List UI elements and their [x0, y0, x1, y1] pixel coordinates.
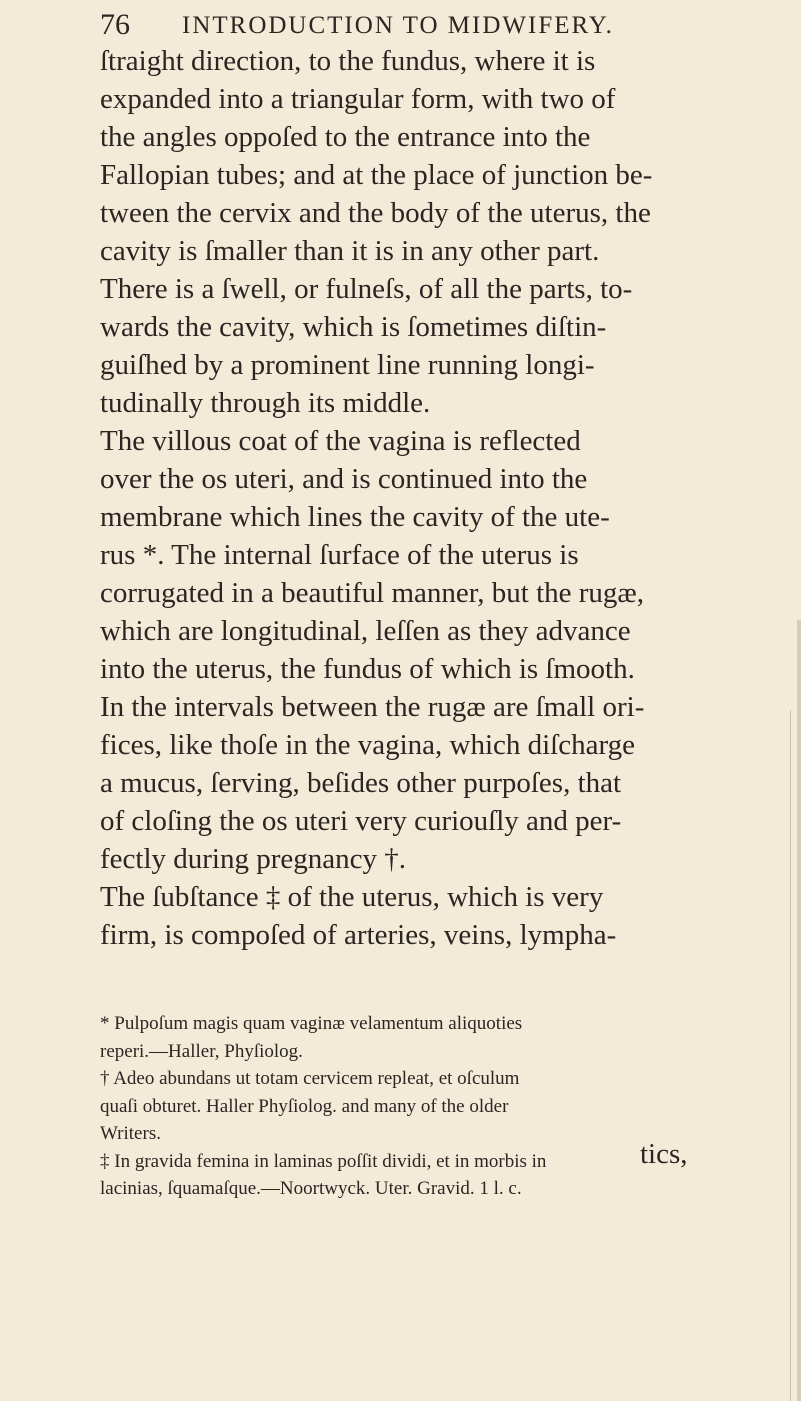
page-number: 76: [100, 8, 130, 41]
page-header: [100, 8, 740, 44]
body-line: cavity is ſmaller than it is in any other part.: [100, 235, 600, 267]
body-line: The villous coat of the vagina is reflected: [100, 425, 581, 457]
body-line: over the os uteri, and is continued into the: [100, 463, 588, 495]
body-line: into the uterus, the fundus of which is ſmooth.: [100, 653, 635, 685]
footnote-line: ‡ In gravida femina in laminas poſſit dividi, et in morbis in: [100, 1150, 547, 1172]
body-line: membrane which lines the cavity of the ute-: [100, 501, 610, 533]
body-line: firm, is compoſed of arteries, veins, lympha-: [100, 919, 617, 951]
body-text: [100, 42, 740, 954]
footnote-line: lacinias, ſquamaſque.—Noortwyck. Uter. Gravid. 1 l. c.: [100, 1178, 522, 1199]
body-line: tween the cervix and the body of the uterus, the: [100, 197, 651, 229]
page-edge-line: [790, 710, 791, 1401]
body-line: In the intervals between the rugæ are ſmall ori-: [100, 691, 645, 723]
footnote-line: reperi.—Haller, Phyſiolog.: [100, 1040, 303, 1062]
body-line: fices, like thoſe in the vagina, which diſcharge: [100, 729, 635, 761]
body-line: which are longitudinal, leſſen as they advance: [100, 615, 631, 647]
footnote-line: † Adeo abundans ut totam cervicem repleat, et oſculum: [100, 1068, 520, 1089]
body-line: a mucus, ſerving, beſides other purpoſes, that: [100, 767, 622, 799]
body-line: ſtraight direction, to the fundus, where it is: [100, 45, 596, 77]
body-line: tudinally through its middle.: [100, 387, 431, 419]
body-line: rus *. The internal ſurface of the uterus is: [100, 539, 579, 571]
body-line: expanded into a triangular form, with two of: [100, 83, 616, 115]
footnote-line: Writers.: [100, 1123, 161, 1144]
body-line: Fallopian tubes; and at the place of junction be-: [100, 159, 653, 191]
body-line: guiſhed by a prominent line running longi-: [100, 349, 595, 381]
body-line: of cloſing the os uteri very curiouſly and per-: [100, 805, 622, 837]
footnote-line: quaſi obturet. Haller Phyſiolog. and many of the older: [100, 1095, 509, 1117]
body-line: fectly during pregnancy †.: [100, 843, 407, 875]
page-edge-shadow: [797, 620, 801, 1401]
body-line: There is a ſwell, or fulneſs, of all the parts, to-: [100, 273, 633, 305]
body-line: the angles oppoſed to the entrance into the: [100, 121, 591, 153]
running-head: INTRODUCTION TO MIDWIFERY.: [182, 12, 614, 39]
body-line: The ſubſtance ‡ of the uterus, which is very: [100, 881, 604, 913]
body-line: wards the cavity, which is ſometimes diſtin-: [100, 311, 607, 343]
footnotes: [100, 1010, 760, 1203]
footnote-line: * Pulpoſum magis quam vaginæ velamentum aliquoties: [100, 1013, 523, 1034]
body-line: corrugated in a beautiful manner, but the rugæ,: [100, 577, 645, 609]
catchword: tics,: [640, 1138, 688, 1170]
